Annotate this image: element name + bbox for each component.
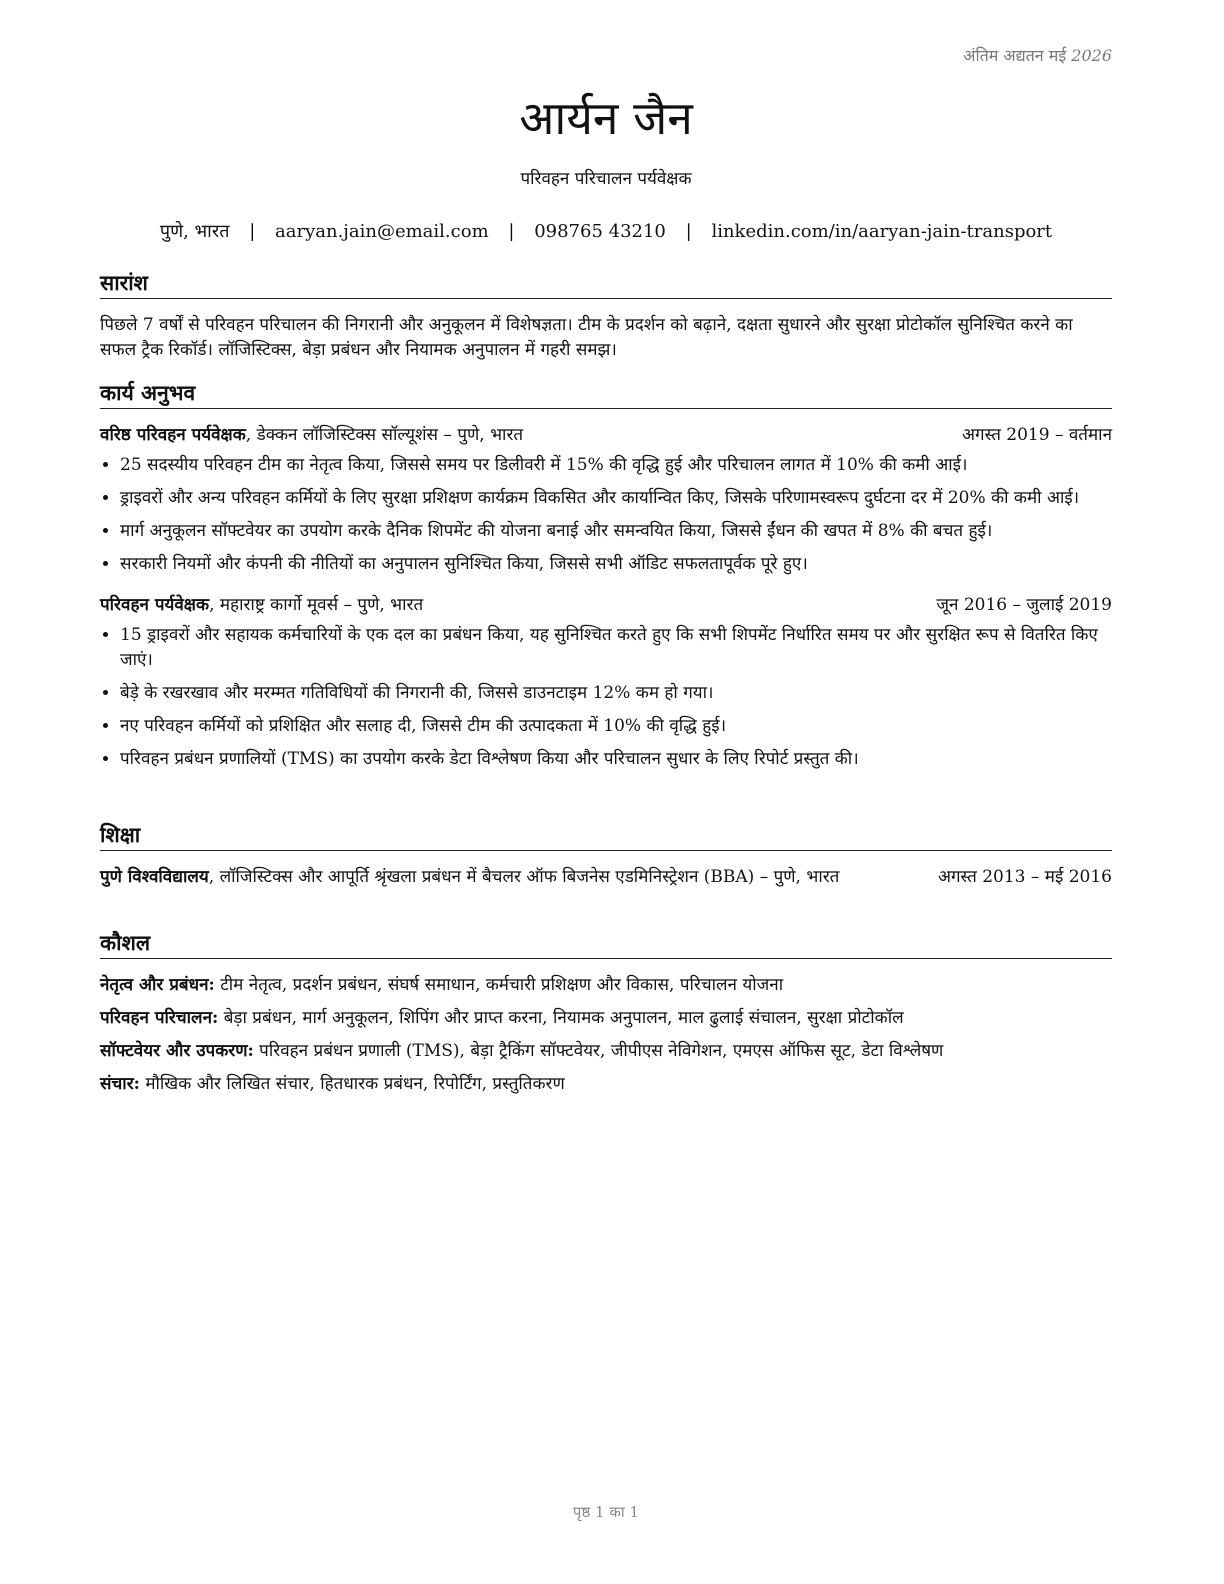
job-role: परिवहन पर्यवेक्षक xyxy=(100,595,210,615)
education-section xyxy=(100,822,1112,890)
section-heading-summary: सारांश xyxy=(100,270,1112,299)
list-item: • 15 ड्राइवरों और सहायक कर्मचारियों के एक दल का प्रबंधन किया, यह सुनिश्चित करते हुए कि सभी शिपमेंट निर्धारित समय पर और सुरक्षित रूप से वितरित किए जाएं। xyxy=(120,623,1112,673)
job-organization: , डेक्कन लॉजिस्टिक्स सॉल्यूशंस – पुणे, भारत xyxy=(245,425,524,445)
contact-separator: | xyxy=(685,221,692,242)
education-entry xyxy=(100,865,1112,890)
skills-list xyxy=(100,973,1112,1097)
list-item: • ड्राइवरों और अन्य परिवहन कर्मियों के लिए सुरक्षा प्रशिक्षण कार्यक्रम विकसित और कार्यान्वित किए, जिसके परिणामस्वरूप दुर्घटना दर में 20% की कमी आई। xyxy=(120,486,1112,511)
skill-row xyxy=(100,1039,1112,1064)
skill-values: मौखिक और लिखित संचार, हितधारक प्रबंधन, रिपोर्टिंग, प्रस्तुतिकरण xyxy=(139,1074,565,1094)
job-header xyxy=(100,423,1112,447)
skill-values: बेड़ा प्रबंधन, मार्ग अनुकूलन, शिपिंग और प्राप्त करना, नियामक अनुपालन, माल ढुलाई संचालन, सुरक्षा प्रोटोकॉल xyxy=(218,1008,904,1028)
job-entry xyxy=(100,423,1112,577)
list-item: • मार्ग अनुकूलन सॉफ्टवेयर का उपयोग करके दैनिक शिपमेंट की योजना बनाई और समन्वयित किया, जिससे ईंधन की खपत में 8% की बचत हुई। xyxy=(120,519,1112,544)
list-item: • परिवहन प्रबंधन प्रणालियों (TMS) का उपयोग करके डेटा विश्लेषण किया और परिचालन सुधार के लिए रिपोर्ट प्रस्तुत की। xyxy=(120,747,1112,772)
page-number: पृष्ठ 1 का 1 xyxy=(572,1503,640,1521)
job-organization: , महाराष्ट्र कार्गो मूवर्स – पुणे, भारत xyxy=(209,595,424,615)
section-heading-skills: कौशल xyxy=(100,930,1112,959)
experience-section xyxy=(100,380,1112,780)
resume-page xyxy=(100,0,1112,1584)
skill-category: नेतृत्व और प्रबंधन: xyxy=(100,975,215,995)
education-dates: अगस्त 2013 – मई 2016 xyxy=(937,867,1112,887)
candidate-name: आर्यन जैन xyxy=(519,91,693,145)
contact-separator: | xyxy=(249,221,256,242)
skill-row xyxy=(100,1006,1112,1031)
skill-category: संचार: xyxy=(100,1074,140,1094)
section-heading-experience: कार्य अनुभव xyxy=(100,380,1112,409)
skill-values: परिवहन प्रबंधन प्रणाली (TMS), बेड़ा ट्रैकिंग सॉफ्टवेयर, जीपीएस नेविगेशन, एमएस ऑफिस सूट, डेटा विश्लेषण xyxy=(253,1041,944,1061)
last-updated xyxy=(963,44,1112,66)
contact-phone: 098765 43210 xyxy=(534,221,666,242)
contact-location: पुणे, भारत xyxy=(159,221,230,242)
skill-category: परिवहन परिचालन: xyxy=(100,1008,219,1028)
skill-row xyxy=(100,1072,1112,1097)
list-item: • 25 सदस्यीय परिवहन टीम का नेतृत्व किया, जिससे समय पर डिलीवरी में 15% की वृद्धि हुई और परिचालन लागत में 10% की कमी आई। xyxy=(120,453,1112,478)
job-header xyxy=(100,593,1112,617)
job-entry xyxy=(100,593,1112,772)
section-heading-education: शिक्षा xyxy=(100,822,1112,851)
contact-email-link[interactable]: aaryan.jain@email.com xyxy=(275,221,489,242)
education-school: पुणे विश्वविद्यालय xyxy=(100,867,209,887)
list-item: • बेड़े के रखरखाव और मरम्मत गतिविधियों की निगरानी की, जिससे डाउनटाइम 12% कम हो गया। xyxy=(120,681,1112,706)
summary-text: पिछले 7 वर्षों से परिवहन परिचालन की निगरानी और अनुकूलन में विशेषज्ञता। टीम के प्रदर्शन को बढ़ाने, दक्षता सुधारने और सुरक्षा प्रोटोकॉल सुनिश्चित करने का सफल ट्रैक रिकॉर्ड। लॉजिस्टिक्स, बेड़ा प्रबंधन और नियामक अनुपालन में गहरी समझ। xyxy=(100,315,1073,360)
contact-separator: | xyxy=(508,221,515,242)
skill-row xyxy=(100,973,1112,998)
job-dates: जून 2016 – जुलाई 2019 xyxy=(936,595,1112,615)
skill-values: टीम नेतृत्व, प्रदर्शन प्रबंधन, संघर्ष समाधान, कर्मचारी प्रशिक्षण और विकास, परिचालन योजना xyxy=(214,975,784,995)
job-role: वरिष्ठ परिवहन पर्यवेक्षक xyxy=(100,425,246,445)
job-bullets xyxy=(100,623,1112,772)
last-updated-label: अंतिम अद्यतन मई xyxy=(963,46,1067,65)
job-dates: अगस्त 2019 – वर्तमान xyxy=(962,425,1112,445)
job-title: परिवहन परिचालन पर्यवेक्षक xyxy=(520,169,692,189)
list-item: • सरकारी नियमों और कंपनी की नीतियों का अनुपालन सुनिश्चित किया, जिससे सभी ऑडिट सफलतापूर्वक पूरे हुए। xyxy=(120,552,1112,577)
last-updated-year: 2026 xyxy=(1071,46,1112,65)
contact-linkedin-link[interactable]: linkedin.com/in/aaryan-jain-transport xyxy=(711,221,1053,242)
skills-section xyxy=(100,930,1112,1105)
skill-category: सॉफ्टवेयर और उपकरण: xyxy=(100,1041,254,1061)
summary-section xyxy=(100,270,1112,363)
education-degree: , लॉजिस्टिक्स और आपूर्ति श्रृंखला प्रबंधन में बैचलर ऑफ बिजनेस एडमिनिस्ट्रेशन (BBA) – पुणे, भारत xyxy=(208,867,840,887)
job-bullets xyxy=(100,453,1112,577)
contact-line xyxy=(100,219,1112,243)
list-item: • नए परिवहन कर्मियों को प्रशिक्षित और सलाह दी, जिससे टीम की उत्पादकता में 10% की वृद्धि हुई। xyxy=(120,714,1112,739)
